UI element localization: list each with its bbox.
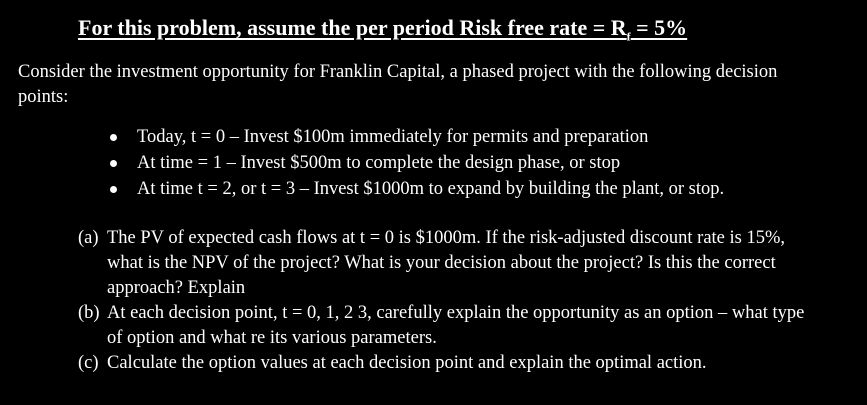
title-suffix: = 5% (630, 15, 688, 40)
question-letter: (c) (78, 353, 99, 373)
question-text: The PV of expected cash flows at t = 0 is $1000m. If the risk-adjusted discount rate is 15%, what is the NPV of the project? What is your decision about the project? Is this the correct approach? Explain (107, 228, 786, 298)
bullet-icon (110, 134, 117, 141)
list-item (110, 150, 724, 176)
question-b (78, 301, 818, 351)
list-item (110, 176, 724, 202)
title-subscript: f (626, 29, 631, 44)
decision-points-list (110, 124, 724, 202)
list-item (110, 124, 724, 150)
bullet-icon (110, 186, 117, 193)
question-letter: (b) (78, 303, 100, 323)
questions-list (78, 226, 818, 376)
question-letter: (a) (78, 228, 99, 248)
problem-title (78, 15, 687, 44)
title-prefix: For this problem, assume the per period Risk free rate = R (78, 15, 627, 40)
list-item-text: At time = 1 – Invest $500m to complete the design phase, or stop (137, 153, 621, 173)
question-text: At each decision point, t = 0, 1, 2 3, carefully explain the opportunity as an option – what type of option and what re its various parameters. (107, 303, 805, 348)
list-item-text: At time t = 2, or t = 3 – Invest $1000m to expand by building the plant, or stop. (137, 179, 725, 199)
list-item-text: Today, t = 0 – Invest $100m immediately for permits and preparation (137, 127, 649, 147)
question-a (78, 226, 818, 301)
bullet-icon (110, 160, 117, 167)
intro-paragraph: Consider the investment opportunity for Franklin Capital, a phased project with the following decision points: (18, 62, 778, 107)
question-c (78, 351, 818, 376)
question-text: Calculate the option values at each decision point and explain the optimal action. (107, 353, 707, 373)
